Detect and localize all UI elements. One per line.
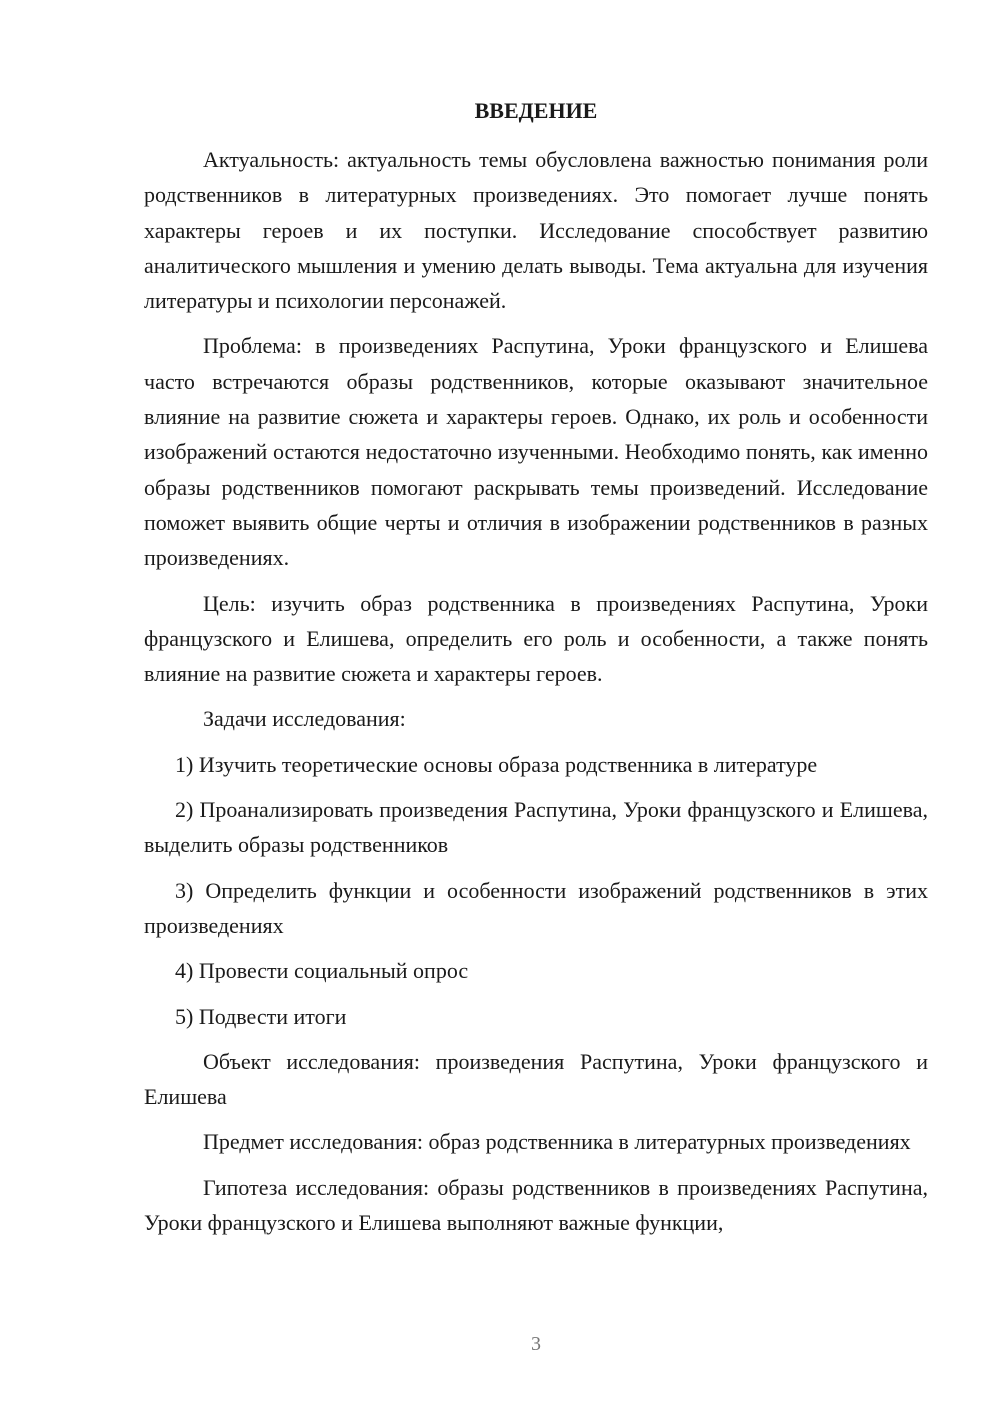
problem-paragraph: Проблема: в произведениях Распутина, Уроки французского и Елишева часто встречаются образы родственников, которые оказывают значительное влияние на развитие сюжета и характеры героев. Однако, их роль и особенности изображений остаются недостаточно изученными. Необходимо понять, как именно образы родственников помогают раскрывать темы произведений. Исследование поможет выявить общие черты и отличия в изображении родственников в разных произведениях. <box>144 333 928 571</box>
goal-paragraph: Цель: изучить образ родственника в произведениях Распутина, Уроки французского и Елишева, определить его роль и особенности, а также понять влияние на развитие сюжета и характеры героев. <box>144 590 928 687</box>
task-item-3: 3) Определить функции и особенности изображений родственников в этих произведениях <box>144 877 928 938</box>
page-number: 3 <box>531 1333 541 1355</box>
hypothesis-paragraph: Гипотеза исследования: образы родственников в произведениях Распутина, Уроки французского и Елишева выполняют важные функции, <box>144 1174 928 1236</box>
task-item-2: 2) Проанализировать произведения Распутина, Уроки французского и Елишева, выделить образы родственников <box>144 797 928 858</box>
document-page <box>144 0 928 1414</box>
task-item-5: 5) Подвести итоги <box>175 1003 347 1029</box>
relevance-paragraph: Актуальность: актуальность темы обусловлена важностью понимания роли родственников в литературных произведениях. Это помогает лучше понять характеры героев и их поступки. Исследование способствует развитию аналитического мышления и умению делать выводы. Тема актуальна для изучения литературы и психологии персонажей. <box>144 147 928 314</box>
task-item-1: 1) Изучить теоретические основы образа родственника в литературе <box>175 751 818 777</box>
research-subject-paragraph: Предмет исследования: образ родственника в литературных произведениях <box>203 1129 911 1155</box>
research-object-paragraph: Объект исследования: произведения Распутина, Уроки французского и Елишева <box>144 1048 928 1110</box>
document-body <box>144 142 928 1250</box>
section-title: ВВЕДЕНИЕ <box>474 98 598 123</box>
tasks-heading: Задачи исследования: <box>203 706 406 732</box>
task-item-4: 4) Провести социальный опрос <box>175 958 469 984</box>
